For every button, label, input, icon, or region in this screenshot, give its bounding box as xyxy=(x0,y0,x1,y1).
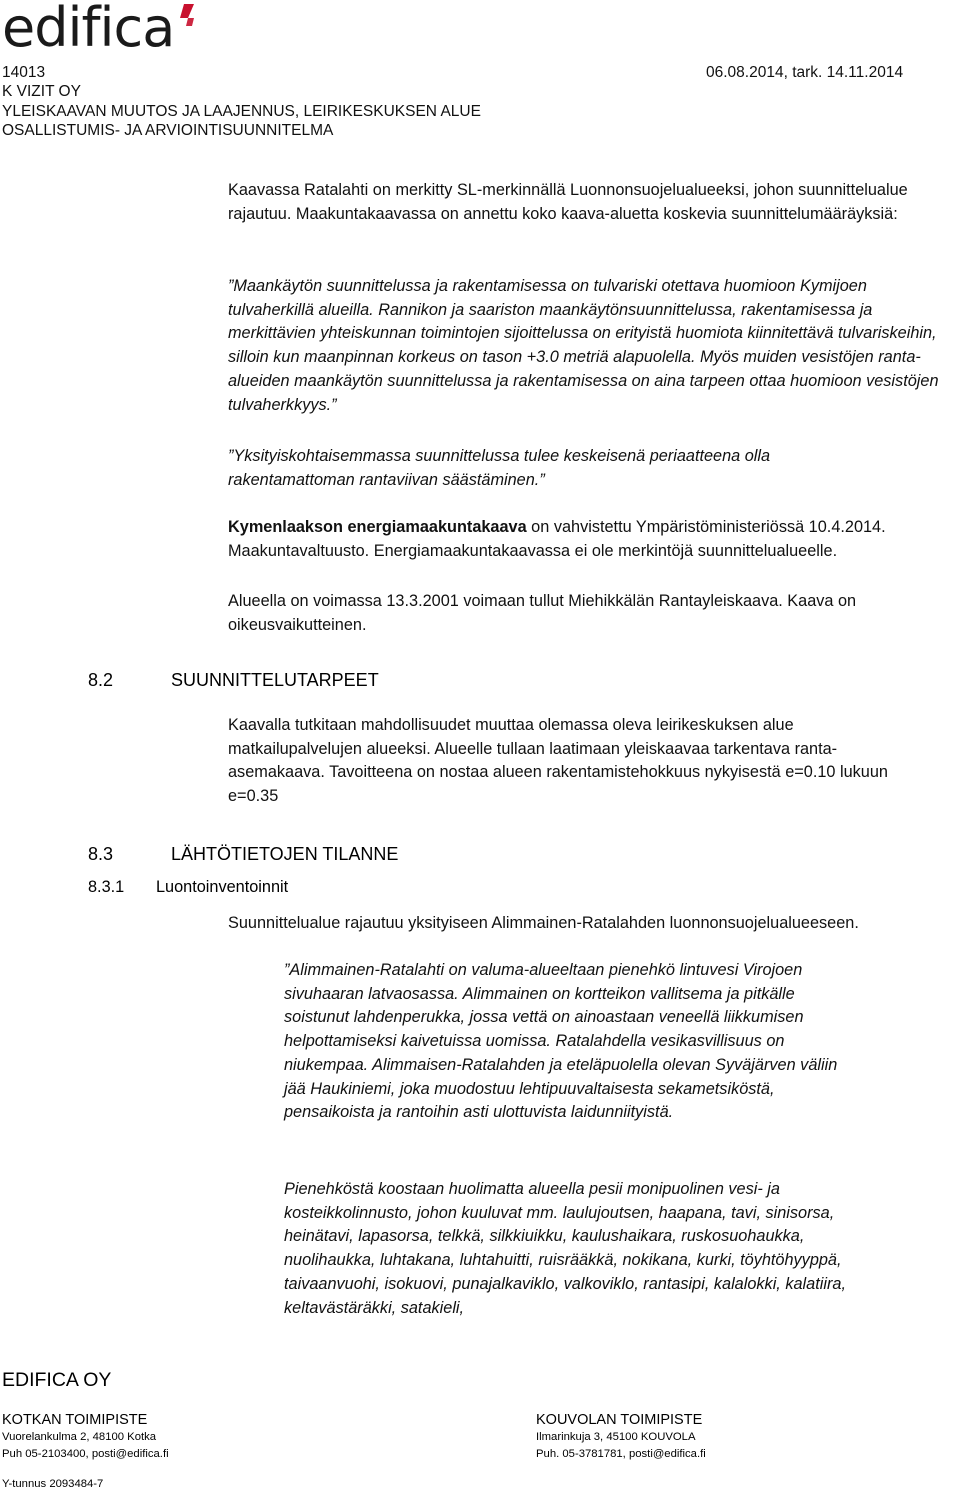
footer-office2-address: Ilmarinkuja 3, 45100 KOUVOLA xyxy=(536,1431,696,1443)
document-title-line1: YLEISKAAVAN MUUTOS JA LAAJENNUS, LEIRIKESKUKSEN ALUE xyxy=(2,103,481,120)
company-logo xyxy=(2,0,175,59)
document-title-line2: OSALLISTUMIS- JA ARVIOINTISUUNNITELMA xyxy=(2,122,334,139)
paragraph-rantayleiskaava: Alueella on voimassa 13.3.2001 voimaan tullut Miehikkälän Rantayleiskaava. Kaava on oikeusvaikutteinen. xyxy=(228,592,857,634)
project-number: 14013 xyxy=(2,64,46,81)
paragraph-kaavassa: Kaavassa Ratalahti on merkitty SL-merkinnällä Luonnonsuojelualueeksi, johon suunnittelualue rajautuu. Maakuntakaavassa on annettu koko kaava-aluetta koskevia suunnittelumääräyksiä: xyxy=(228,181,908,223)
paragraph-luonnonsuojelualue: Suunnittelualue rajautuu yksityiseen Alimmainen-Ratalahden luonnonsuojelualueeseen. xyxy=(228,914,859,932)
footer-office1-title: KOTKAN TOIMIPISTE xyxy=(2,1412,148,1428)
quote-maankaytto: ”Maankäytön suunnittelussa ja rakentamisessa on tulvariski otettava huomioon Kymijoen tulvaherkillä alueilla. Rannikon ja saariston maankäytönsuunnittelussa, rakentamisessa ja merkittävien yhteiskunnan toimintojen sijoittelussa on erityistä huomiota kiinnitettävä tulvariskeihin, silloin kun maanpinnan korkeus on tason +3.0 metriä alapuolella. Myös muiden vesistöjen ranta-alueiden maankäytön suunnittelussa ja rakentamisessa on aina tarpeen ottaa huomioon vesistöjen tulvaherkkyys.” xyxy=(228,277,939,414)
client-name: K VIZIT OY xyxy=(2,83,81,100)
paragraph-suunnittelutarpeet: Kaavalla tutkitaan mahdollisuudet muuttaa olemassa oleva leirikeskuksen alue matkailupalvelujen alueeksi. Alueelle tullaan laatimaan yleiskaavaa tarkentava ranta-asemakaava. Tavoitteena on nostaa alueen rakentamistehokkuus nykyisestä e=0.10 lukuun e=0.35 xyxy=(228,716,888,806)
footer-office1-address: Vuorelankulma 2, 48100 Kotka xyxy=(2,1431,157,1443)
footer-company: EDIFICA OY xyxy=(2,1369,112,1391)
section-8-3-1-title: Luontoinventoinnit xyxy=(156,878,289,896)
footer-office2-contact: Puh. 05-3781781, posti@edifica.fi xyxy=(536,1448,706,1460)
document-date: 06.08.2014, tark. 14.11.2014 xyxy=(706,64,904,81)
section-8-3-number: 8.3 xyxy=(88,844,114,864)
footer-office1-contact: Puh 05-2103400, posti@edifica.fi xyxy=(2,1448,169,1460)
energiamaakuntakaava-bold: Kymenlaakson energiamaakuntakaava xyxy=(228,518,527,536)
logo-text: edifica xyxy=(2,0,175,59)
section-8-3-title: LÄHTÖTIETOJEN TILANNE xyxy=(171,844,399,864)
footer-business-id: Y-tunnus 2093484-7 xyxy=(2,1478,104,1490)
section-8-2-title: SUUNNITTELUTARPEET xyxy=(171,670,379,690)
paragraph-energiamaakuntakaava xyxy=(228,516,948,563)
quote-alimmainen-ratalahti: ”Alimmainen-Ratalahti on valuma-alueeltaan pienehkö lintuvesi Virojoen sivuhaaran latvaosassa. Alimmainen on kortteikon vallitsema ja pitkälle soistunut lahdenperukka, jossa vettä on ainoastaan veneellä liikkumisen helpottamiseksi kaivetuissa uomissa. Ratalahdella vesikasvillisuus on niukempaa. Alimmaisen-Ratalahden ja eteläpuolella olevan Syväjärven väliin jää Haukiniemi, joka muodostuu lehtipuuvaltaisesta sekametsiköstä, pensaikoista ja rantoihin asti ulottuvista laidunniityistä. xyxy=(284,961,838,1122)
energiamaakuntakaava-rest: on vahvistettu Ympäristöministeriössä 10.4.2014. Maakuntavaltuusto. Energiamaakuntakaavassa ei ole merkintöjä suunnittelualueelle. xyxy=(228,518,886,560)
logo-accent-icon xyxy=(174,2,200,28)
section-8-2-number: 8.2 xyxy=(88,670,114,690)
section-8-3-1-number: 8.3.1 xyxy=(88,878,125,896)
quote-linnusto: Pienehköstä koostaan huolimatta alueella pesii monipuolinen vesi- ja kosteikkolinnusto, johon kuuluvat mm. laulujoutsen, haapana, tavi, sinisorsa, heinätavi, lapasorsa, telkkä, silkkiuikku, kaulushaikara, ruskosuohaukka, nuolihaukka, luhtakana, luhtahuitti, ruisrääkkä, nokikana, kurki, töyhtöhyyppä, taivaanvuohi, isokuovi, punajalkaviklo, valkoviklo, rantasipi, kalalokki, kalatiira, keltavästäräkki, satakieli, xyxy=(284,1180,846,1317)
quote-yksityiskohtaisemmassa: ”Yksityiskohtaisemmassa suunnittelussa tulee keskeisenä periaatteena olla rakentamattoman rantaviivan säästäminen.” xyxy=(228,447,771,489)
footer-office2-title: KOUVOLAN TOIMIPISTE xyxy=(536,1412,703,1428)
